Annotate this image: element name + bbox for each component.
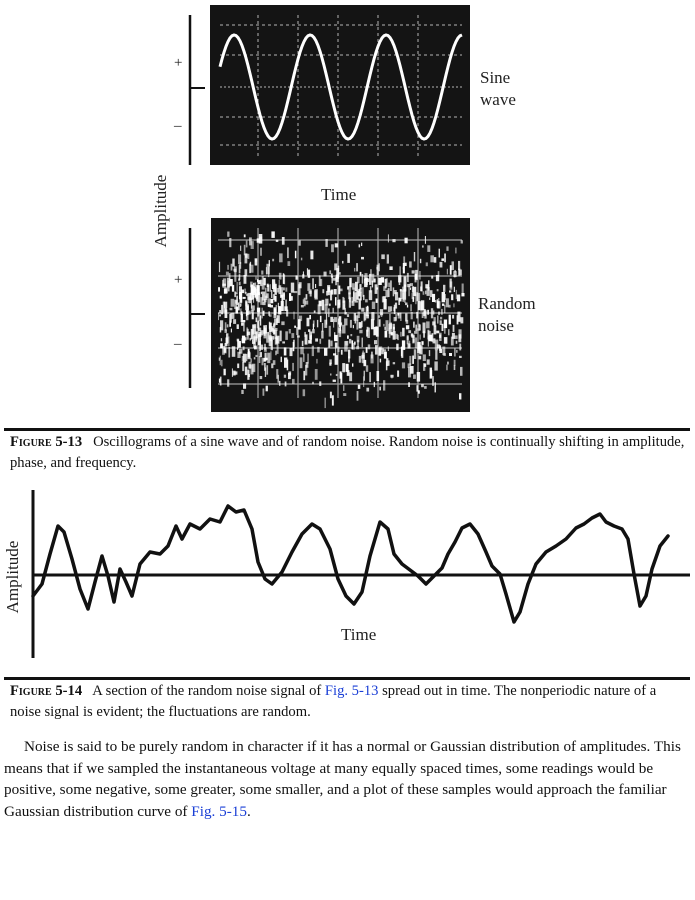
- time-axis-label-5-14: Time: [341, 625, 377, 644]
- paragraph-text: Noise is said to be purely random in character if it has a normal or Gaussian distribution of amplitudes. This means that if we sampled the instantaneous voltage at many equally spaced times, some readings would be positive, some negative, some greater, some smaller, and a plot of these samples would approach the familiar Gaussian distribution curve of: [4, 738, 681, 820]
- caption-text-after-link: spread out in time. The nonperiodic nature of a noise signal is evident; the fluctuations are random.: [10, 683, 657, 720]
- paragraph-end: .: [246, 802, 251, 820]
- caption-text: Oscillograms of a sine wave and of random noise. Random noise is continually shifting in amplitude, phase, and frequency.: [10, 434, 685, 471]
- plus-sign-bottom: +: [174, 272, 183, 288]
- caption-figure-prefix-5-14: Figure: [10, 683, 52, 699]
- figure-5-14-caption: [10, 681, 686, 723]
- sine-wave-oscillogram: [170, 5, 470, 170]
- caption-text-before-link: A section of the random noise signal of: [92, 683, 322, 699]
- caption-figure-prefix: Figure: [10, 434, 52, 450]
- minus-sign-bottom: –: [174, 336, 182, 352]
- caption-figure-number: 5-13: [55, 434, 83, 450]
- caption-rule-5-14: [4, 677, 690, 680]
- caption-rule-5-13: [4, 428, 690, 431]
- amplitude-axis-label-5-14: Amplitude: [3, 540, 22, 614]
- sine-wave-label: Sine wave: [480, 68, 516, 109]
- caption-figure-number-5-14: 5-14: [55, 683, 83, 699]
- body-paragraph: [4, 736, 688, 822]
- noise-trace: [33, 506, 668, 622]
- plus-sign-top: +: [174, 55, 183, 71]
- minus-sign-top: –: [174, 118, 182, 134]
- time-axis-label-top: Time: [321, 185, 357, 204]
- random-noise-oscillogram: [170, 218, 470, 413]
- amplitude-axis-label: Amplitude: [151, 174, 170, 248]
- figure-5-13-link[interactable]: Fig. 5-13: [324, 683, 379, 699]
- figure-5-15-link[interactable]: Fig. 5-15: [191, 802, 247, 820]
- figure-5-13-caption: [10, 432, 686, 474]
- random-noise-label: Random noise: [478, 294, 536, 335]
